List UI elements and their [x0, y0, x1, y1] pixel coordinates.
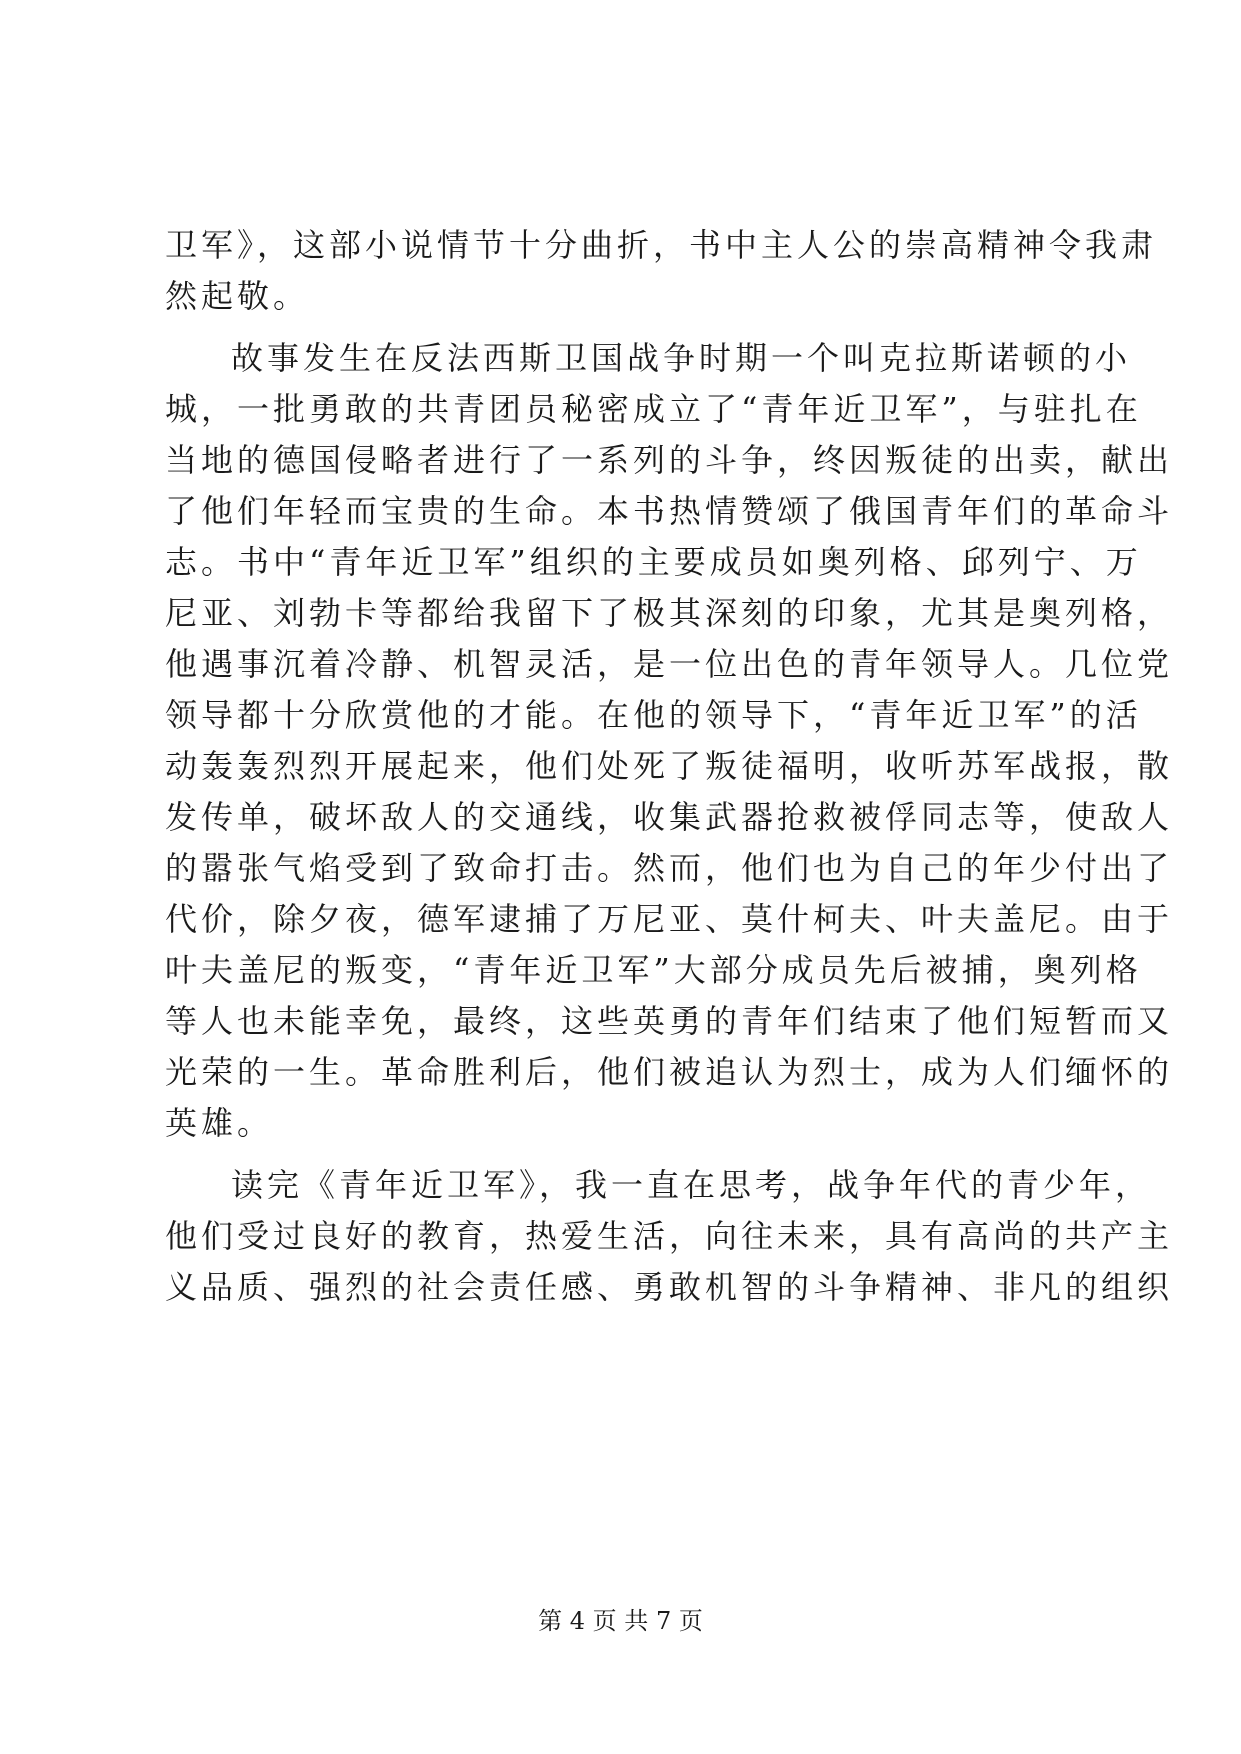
text-line: 义品质、强烈的社会责任感、勇敢机智的斗争精神、非凡的组织 — [165, 1268, 1174, 1306]
page-number-footer: 第 4 页 共 7 页 — [538, 1607, 703, 1635]
text-line: 城，一批勇敢的共青团员秘密成立了“青年近卫军”，与驻扎在 — [165, 390, 1142, 428]
text-line: 了他们年轻而宝贵的生命。本书热情赞颂了俄国青年们的革命斗 — [165, 492, 1174, 530]
text-line: 的嚣张气焰受到了致命打击。然而，他们也为自己的年少付出了 — [165, 849, 1174, 887]
body-text — [165, 220, 1174, 1313]
text-line: 读完《青年近卫军》，我一直在思考，战争年代的青少年， — [231, 1166, 1152, 1204]
text-line: 当地的德国侵略者进行了一系列的斗争，终因叛徒的出卖，献出 — [165, 441, 1174, 479]
text-line: 尼亚、刘勃卡等都给我留下了极其深刻的印象，尤其是奥列格， — [165, 594, 1174, 632]
text-line: 光荣的一生。革命胜利后，他们被追认为烈士，成为人们缅怀的 — [165, 1053, 1174, 1091]
text-line: 领导都十分欣赏他的才能。在他的领导下，“青年近卫军”的活 — [165, 696, 1142, 734]
text-line: 叶夫盖尼的叛变，“青年近卫军”大部分成员先后被捕，奥列格 — [165, 951, 1142, 989]
text-line: 动轰轰烈烈开展起来，他们处死了叛徒福明，收听苏军战报，散 — [165, 747, 1174, 785]
text-line: 他们受过良好的教育，热爱生活，向往未来，具有高尚的共产主 — [165, 1217, 1174, 1255]
text-line: 代价，除夕夜，德军逮捕了万尼亚、莫什柯夫、叶夫盖尼。由于 — [165, 900, 1174, 938]
text-line: 发传单，破坏敌人的交通线，收集武器抢救被俘同志等，使敌人 — [165, 798, 1174, 836]
text-line: 卫军》，这部小说情节十分曲折，书中主人公的崇高精神令我肃 — [165, 226, 1158, 264]
text-line: 英雄。 — [165, 1104, 274, 1142]
text-line: 故事发生在反法西斯卫国战争时期一个叫克拉斯诺顿的小 — [231, 339, 1132, 377]
text-line: 志。书中“青年近卫军”组织的主要成员如奥列格、邱列宁、万 — [165, 543, 1142, 581]
text-line: 然起敬。 — [165, 277, 310, 315]
text-line: 等人也未能幸免，最终，这些英勇的青年们结束了他们短暂而又 — [165, 1002, 1174, 1040]
text-line: 他遇事沉着冷静、机智灵活，是一位出色的青年领导人。几位党 — [165, 645, 1174, 683]
